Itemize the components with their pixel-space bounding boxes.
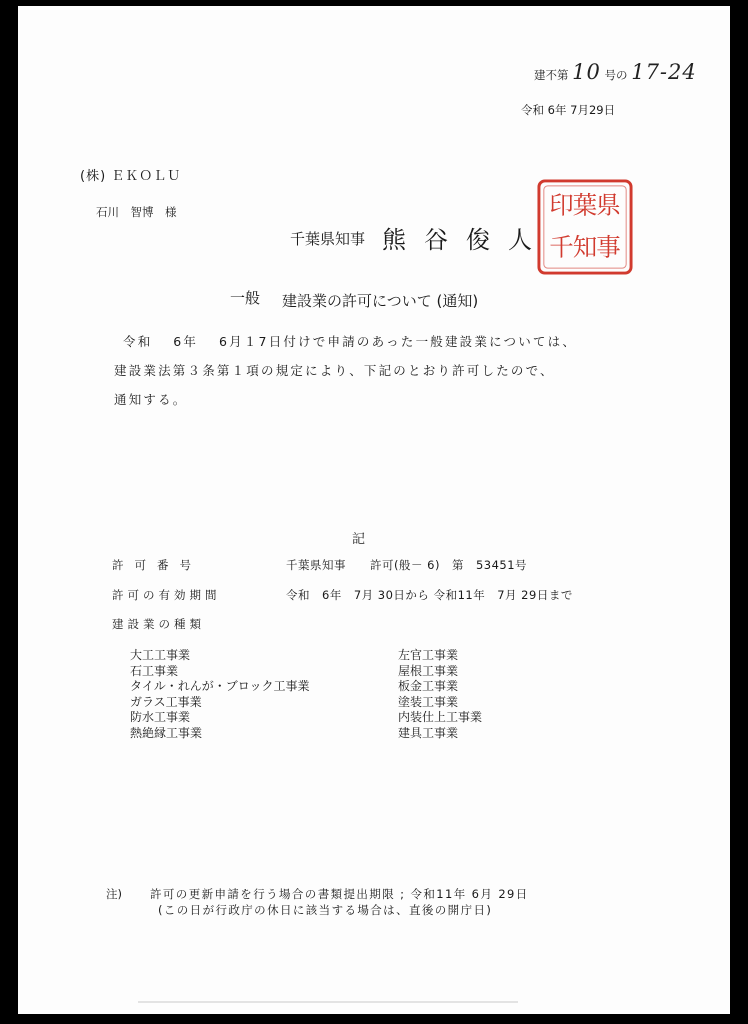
- list-item: 屋根工事業: [398, 663, 459, 678]
- list-item: 塗装工事業: [398, 694, 459, 709]
- business-types-right: [398, 648, 482, 742]
- official-seal-icon: [536, 178, 634, 276]
- body-line-1: 令和 6年 6月１7日付けで申請のあった一般建設業については、: [123, 334, 578, 349]
- body-line-3: 通知する。: [114, 392, 188, 407]
- doc-suffix-handwritten: 17-24: [631, 60, 697, 84]
- note-line-1: 許可の更新申請を行う場合の書類提出期限 ; 令和11年 6月 29日: [150, 887, 529, 901]
- list-item: 板金工事業: [398, 679, 459, 694]
- subject-title: 建設業の許可について (通知): [282, 292, 479, 310]
- doc-prefix: 建不第: [534, 68, 569, 82]
- seal-char-2: 事: [596, 232, 621, 262]
- doc-reference: [534, 60, 697, 84]
- permit-number-label: 許可番号: [112, 558, 202, 572]
- business-types-label: 建設業の種類: [112, 617, 205, 631]
- list-item: 内装仕上工事業: [398, 710, 483, 725]
- list-item: 熱絶縁工事業: [130, 725, 203, 740]
- note-prefix: 注): [106, 887, 122, 901]
- body-line-2: 建設業法第３条第１項の規定により、下記のとおり許可したので、: [114, 363, 555, 378]
- doc-date: 令和 6年 7月29日: [521, 103, 616, 117]
- document-page: [18, 6, 730, 1014]
- doc-mid: 号の: [604, 68, 628, 82]
- recipient-person: 石川 智博 様: [96, 205, 177, 219]
- seal-char-6: 千: [549, 232, 574, 262]
- doc-number-handwritten: 10: [572, 60, 601, 84]
- issuer-name: 熊谷俊人: [382, 226, 550, 254]
- recipient-company: (株) ＥＫＯＬＵ: [80, 169, 182, 184]
- seal-char-1: 県: [596, 190, 621, 220]
- scan-artifact: [138, 998, 518, 1006]
- list-item: ガラス工事業: [130, 694, 202, 709]
- seal-char-3: 葉: [572, 190, 598, 220]
- list-item: 石工事業: [130, 663, 179, 678]
- list-item: タイル・れんが・ブロック工事業: [130, 679, 310, 694]
- business-types-left: [130, 648, 310, 742]
- seal-char-5: 印: [549, 190, 574, 220]
- list-item: 建具工事業: [398, 725, 459, 740]
- validity-period-label: 許可の有効期間: [112, 588, 221, 602]
- permit-number-value: 千葉県知事 許可(般－ 6) 第 53451号: [286, 558, 528, 572]
- validity-period-value: 令和 6年 7月 30日から 令和11年 7月 29日まで: [286, 588, 573, 602]
- issuer-title: 千葉県知事: [290, 230, 366, 248]
- ki-heading: 記: [352, 532, 366, 547]
- list-item: 大工工事業: [130, 648, 191, 662]
- list-item: 防水工事業: [130, 710, 191, 725]
- seal-char-4: 知: [572, 232, 598, 262]
- list-item: 左官工事業: [398, 648, 459, 662]
- subject-prefix: 一般: [230, 289, 261, 307]
- note-line-2: (この日が行政庁の休日に該当する場合は、直後の開庁日): [158, 903, 493, 917]
